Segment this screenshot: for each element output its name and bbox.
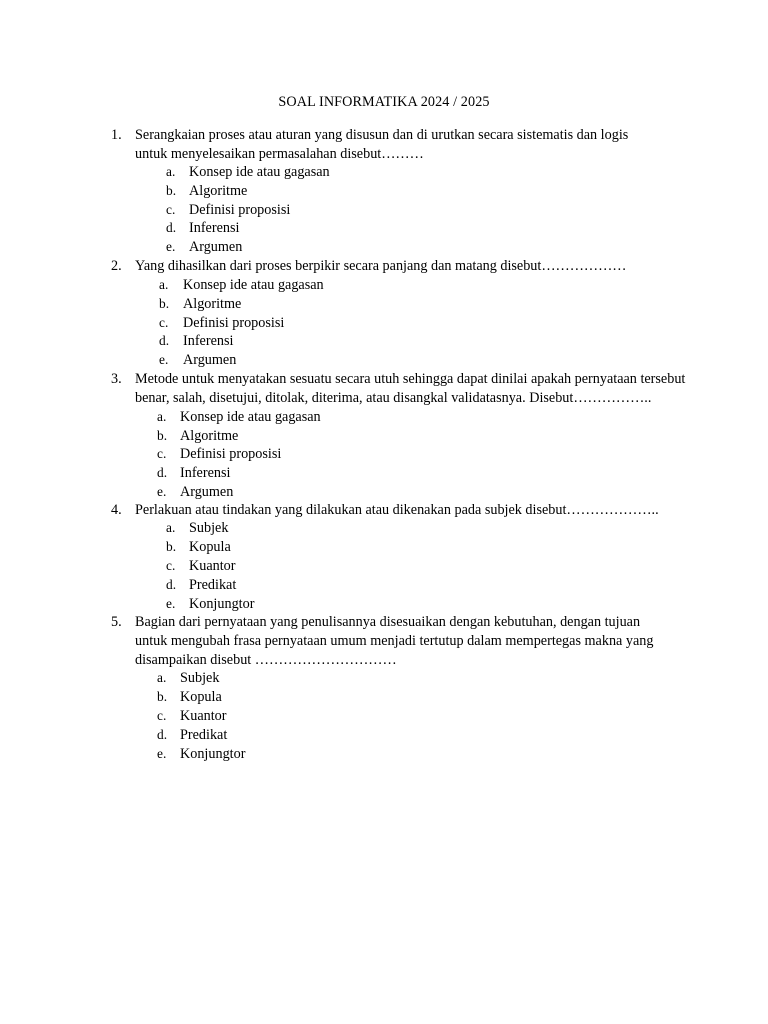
question-1-text-line-2: untuk menyelesaikan permasalahan disebut……… [135,146,424,162]
question-3-option-c-letter: c. [157,446,167,461]
question-1-option-d-letter: d. [166,220,177,235]
question-4-option-c-letter: c. [166,558,176,573]
question-4-option-b-letter: b. [166,539,177,554]
document-title: SOAL INFORMATIKA 2024 / 2025 [278,94,490,110]
question-3-option-d-letter: d. [157,465,168,480]
question-2-option-d-text: Inferensi [183,333,234,349]
question-2-option-c-text: Definisi proposisi [183,315,285,331]
question-3-option-b-text: Algoritme [180,428,239,444]
question-1-option-d-text: Inferensi [189,220,240,236]
question-1-option-c-text: Definisi proposisi [189,202,291,218]
question-4-option-d-text: Predikat [189,577,237,593]
question-3-option-d-text: Inferensi [180,465,231,481]
question-1-option-e-letter: e. [166,239,176,254]
question-2-option-a-letter: a. [159,277,169,292]
question-4-text-line-1: Perlakuan atau tindakan yang dilakukan atau dikenakan pada subjek disebut……………….. [135,502,659,518]
question-5-option-c-letter: c. [157,708,167,723]
question-1-option-a-text: Konsep ide atau gagasan [189,164,330,180]
question-3-option-e-text: Argumen [180,484,234,500]
question-4-option-e-letter: e. [166,596,176,611]
question-4-number: 4. [111,502,122,518]
question-2-number: 2. [111,258,122,274]
question-5-text-line-1: Bagian dari pernyataan yang penulisannya disesuaikan dengan kebutuhan, dengan tujuan [135,614,641,630]
question-1-option-e-text: Argumen [189,239,243,255]
question-5-option-a-letter: a. [157,670,167,685]
question-3-text-line-1: Metode untuk menyatakan sesuatu secara utuh sehingga dapat dinilai apakah pernyataan tersebut [135,371,686,387]
question-5-option-a-text: Subjek [180,670,220,686]
question-3-option-a-text: Konsep ide atau gagasan [180,409,321,425]
question-4-option-d-letter: d. [166,577,177,592]
question-1-option-a-letter: a. [166,164,176,179]
question-3-number: 3. [111,371,122,387]
question-4-option-a-text: Subjek [189,520,229,536]
question-3-option-c-text: Definisi proposisi [180,446,282,462]
question-2-option-b-text: Algoritme [183,296,242,312]
question-5-option-d-letter: d. [157,727,168,742]
question-1-number: 1. [111,127,122,143]
question-5-option-e-letter: e. [157,746,167,761]
question-4-option-a-letter: a. [166,520,176,535]
question-5-option-d-text: Predikat [180,727,228,743]
question-4-option-c-text: Kuantor [189,558,236,574]
question-5-text-line-3: disampaikan disebut ………………………… [135,652,397,668]
question-5-option-b-letter: b. [157,689,168,704]
question-1-text-line-1: Serangkaian proses atau aturan yang disusun dan di urutkan secara sistematis dan logis [135,127,629,143]
question-5-option-b-text: Kopula [180,689,222,705]
question-2-option-e-letter: e. [159,352,169,367]
question-2-text-line-1: Yang dihasilkan dari proses berpikir secara panjang dan matang disebut……………… [135,258,627,274]
question-2-option-e-text: Argumen [183,352,237,368]
question-3-option-e-letter: e. [157,484,167,499]
question-1-option-b-text: Algoritme [189,183,248,199]
question-2-option-c-letter: c. [159,315,169,330]
question-1-option-b-letter: b. [166,183,177,198]
question-3-option-b-letter: b. [157,428,168,443]
question-2-option-b-letter: b. [159,296,170,311]
question-5-text-line-2: untuk mengubah frasa pernyataan umum menjadi tertutup dalam mempertegas makna yang [135,633,654,649]
question-5-number: 5. [111,614,122,630]
question-2-option-a-text: Konsep ide atau gagasan [183,277,324,293]
question-5-option-e-text: Konjungtor [180,746,246,762]
question-4-option-b-text: Kopula [189,539,231,555]
question-4-option-e-text: Konjungtor [189,596,255,612]
question-2-option-d-letter: d. [159,333,170,348]
question-3-option-a-letter: a. [157,409,167,424]
question-3-text-line-2: benar, salah, disetujui, ditolak, diterima, atau disangkal validatasnya. Disebut…………….. [135,390,652,406]
question-5-option-c-text: Kuantor [180,708,227,724]
question-1-option-c-letter: c. [166,202,176,217]
